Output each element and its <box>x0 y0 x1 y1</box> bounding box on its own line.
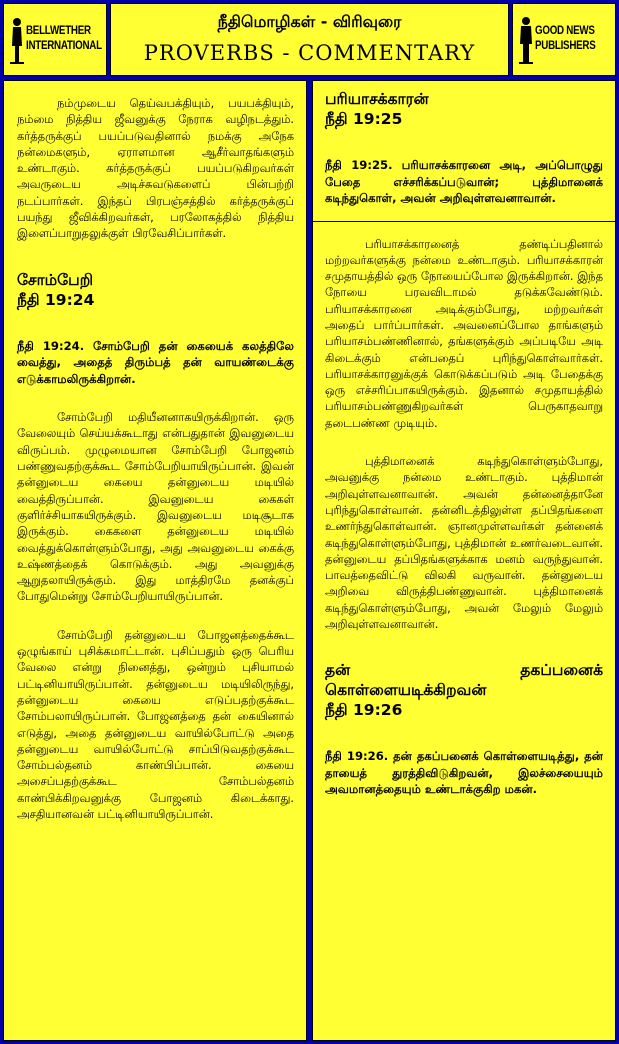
book-figure-icon <box>519 16 533 64</box>
section-title: கொள்ளையடிக்கிறவன் <box>325 681 487 700</box>
logo-line: INTERNATIONAL <box>26 40 102 52</box>
section-title: சோம்பேறி <box>17 270 94 289</box>
verse-text: நீதி 19:26. தன் தகப்பனைக் கொள்ளையடித்து, தன் தாயைத் துரத்திவிடுகிறவன், இலச்சையையும் அவமானத்தையும் உண்டாக்குகிற மகன். <box>325 749 603 797</box>
left-column <box>3 80 307 1041</box>
intro-paragraph: நம்முடைய தெய்வபக்தியும், பயபக்தியும், நம்மை நித்திய ஜீவனுக்கு நேராக வழிநடத்தும். கர்த்தருக்குப் பயப்படுவதினால் நமக்கு அநேக நன்மைகளும், ஏராளமான ஆசீர்வாதங்களும் உண்டாகும். கர்த்தருக்குப் பயப்படுகிறவர்கள் அவருடைய அடிச்சுவடுகளைப் பின்பற்றி நடப்பார்கள். இந்தப் பிரபஞ்சத்தில் கர்த்தருக்குப் பயந்து ஜீவிக்கிறவர்கள், பரலோகத்தில் நித்திய இளைப்பாறுதலுக்குள் பிரவேசிப்பார்கள். <box>17 96 294 241</box>
bellwether-logo <box>10 16 100 66</box>
ram-figure-icon <box>10 16 24 64</box>
section-reference: நீதி 19:25 <box>325 110 403 128</box>
logo-line: GOOD NEWS <box>535 25 595 37</box>
commentary-paragraph: பரியாசக்காரனைத் தண்டிப்பதினால் மற்றவர்களுக்கு நன்மை உண்டாகும். பரியாசக்காரன் சமுதாயத்தில் ஒரு நோயைப்போல இருக்கிறான். இந்த நோயை பரவவிடாமல் தடுக்கவேண்டும். பரியாசக்காரனை அடிக்கும்போது, மற்றவர்கள் அதைப் பார்ப்பார்கள். அவனைப்போல தாங்களும் பரியாசம்பண்ணினால், தங்களுக்கும் அப்படியே அடி கிடைக்கும் என்பதைப் புரிந்துகொள்வார்கள். பரியாசக்காரனுக்குக் கொடுக்கப்படும் அடி பேதைக்கு ஒரு எச்சரிப்பாகயிருக்கும். இதனால் சமுதாயத்தில் பரியாசம்பண்ணுகிறவர்கள் பெருகாதவாறு தடைபண்ண முடியும். <box>325 236 603 430</box>
right-column <box>312 80 616 1041</box>
commentary-paragraph: சோம்பேறி தன்னுடைய போஜனத்தைக்கூட ஒழுங்காய் புசிக்கமாட்டான். புசிப்பதும் ஒரு பெரிய வேலை என்று நினைத்து, ஒன்றும் புசியாமல் பட்டினியாயிருப்பான். தன்னுடைய மடியிலிருந்து, தன்னுடைய கையை எடுப்பதற்குக்கூட சோம்பலாயிருப்பான். போஜனத்தை தன் கையினால் எடுத்து, அதை தன்னுடைய வாயில்போட்டு அதை தன்னுடைய வாயில்போட்டு சாப்பிடுவதற்குக்கூட சோம்பல்தனம் காண்பிப்பான். கையை அசைப்பதற்குக்கூட சோம்பல்தனம் காண்பிக்கிறவனுக்கு போஜனம் கிடைக்காது. அசதியானவன் பட்டினியாயிருப்பான். <box>17 627 294 821</box>
good-news-logo <box>519 16 609 66</box>
bellwether-logo-box <box>3 3 107 76</box>
good-news-logo-text <box>535 24 595 54</box>
logo-line: PUBLISHERS <box>535 40 596 52</box>
commentary-paragraph: புத்திமானைக் கடிந்துகொள்ளும்போது, அவனுக்கு நன்மை உண்டாகும். புத்திமான் அறிவுள்ளவனாவான். அவன் தன்னைத்தானே புரிந்துகொள்வான். தன்னிடத்திலுள்ள தப்பிதங்களை உணர்ந்துகொள்வான். ஞானமுள்ளவர்கள் தன்னைக் கடிந்துகொள்ளும்போது, புத்திமான் உணர்வடைவான். தன்னுடைய தப்பிதங்களுக்காக மனம் வருந்துவான். பாவத்தைவிட்டு விலகி வருவான். தன்னுடைய அறிவை விருத்திபண்ணுவான். புத்திமானைக் கடிந்துகொள்ளும்போது, அவன் மேலும் மேலும் அறிவுள்ளவனாவான். <box>325 454 603 632</box>
section-title: தன் தகப்பனைக் <box>325 661 603 680</box>
good-news-logo-box <box>512 3 616 76</box>
title-box <box>110 3 509 76</box>
tamil-title: நீதிமொழிகள் - விரிவுரை <box>217 12 402 31</box>
section-reference: நீதி 19:24 <box>17 290 95 309</box>
english-title: PROVERBS - COMMENTARY <box>143 41 476 65</box>
verse-text: நீதி 19:24. சோம்பேறி தன் கையைக் கலத்திலே வைத்து, அதைத் திரும்பத் தன் வாயண்டைக்கு எடுக்காமலிருக்கிறான். <box>17 338 294 386</box>
section-reference: நீதி 19:26 <box>325 701 403 720</box>
verse-text: நீதி 19:25. பரியாசக்காரனை அடி, அப்பொழுது பேதை எச்சரிக்கப்படுவான்; புத்திமானைக் கடிந்துகொள், அவன் அறிவுள்ளவனாவான். <box>325 158 603 205</box>
logo-line: BELLWETHER <box>26 25 91 37</box>
section-title: பரியாசக்காரன் <box>325 90 429 108</box>
commentary-paragraph: சோம்பேறி மதியீனனாகயிருக்கிறான். ஒரு வேலையும் செய்யக்கூடாது என்பதுதான் இவனுடைய விருப்பம். முழுமையான சோம்பேறி போஜனம் பண்ணுவதற்குக்கூட சோம்பேறியாயிருப்பான். இவன் தன்னுடைய கையை தன்னுடைய மடியில் வைத்திருப்பான். இவனுடைய கைகள் குளிர்ச்சியாகயிருக்கும். இவனுடைய மடிசூடாக இருக்கும். கைகளை தன்னுடைய மடியில் வைத்துக்கொள்ளும்போது, அது அவனுடைய கைக்கு உஷ்ணத்தைக் கொடுக்கும். அது அவனுக்கு ஆறுதலாயிருக்கும். இது மாத்திரமே தனக்குப் போதுமென்று சோம்பேறியாயிருப்பான். <box>17 410 294 604</box>
bellwether-logo-text <box>26 24 102 54</box>
